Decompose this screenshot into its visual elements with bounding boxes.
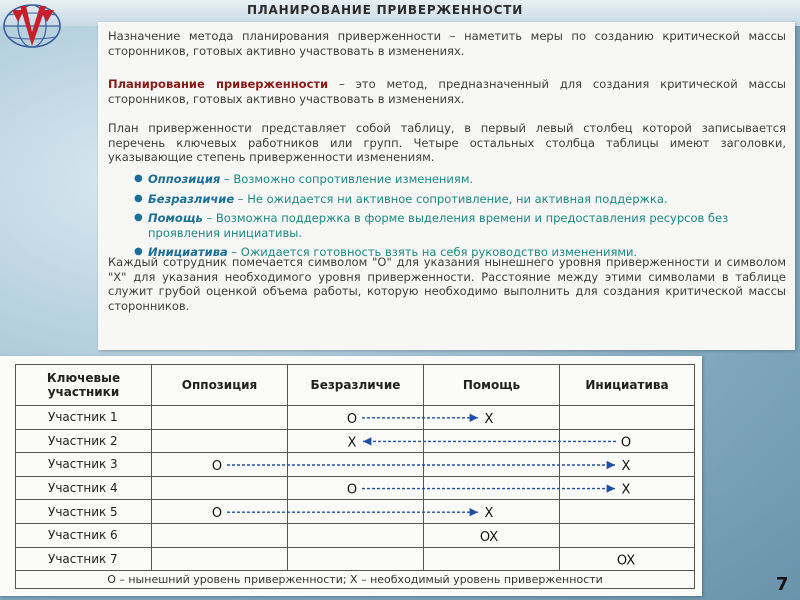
- current-mark: O: [620, 435, 632, 451]
- table-cell: [424, 453, 560, 477]
- definition-paragraph: [108, 77, 786, 106]
- participant-name: Участник 5: [16, 500, 152, 524]
- table-cell: [560, 500, 695, 524]
- table-cell: [560, 523, 695, 547]
- table-row: [16, 523, 695, 547]
- current-required-mark: OX: [616, 553, 636, 569]
- table-cell: [288, 476, 424, 500]
- table-cell: [152, 476, 288, 500]
- table-row: [16, 500, 695, 524]
- table-cell: [560, 547, 695, 571]
- header-key-participants: Ключевые участники: [16, 365, 152, 406]
- table-panel: [0, 356, 702, 596]
- table-row: [16, 406, 695, 430]
- header-indifference: Безразличие: [288, 365, 424, 406]
- header-initiative: Инициатива: [560, 365, 695, 406]
- page-number: 7: [776, 574, 789, 595]
- participant-name: Участник 1: [16, 406, 152, 430]
- required-mark: X: [621, 459, 631, 474]
- table-cell: [288, 429, 424, 453]
- table-cell: [288, 500, 424, 524]
- required-mark: X: [484, 506, 494, 522]
- participant-name: Участник 4: [16, 476, 152, 500]
- definition-text: – это метод, предназначенный для создания критической массы сторонников, готовых активно участвовать в изменениях.: [108, 77, 786, 106]
- purpose-paragraph: Назначение метода планирования приверженности – наметить меры по созданию критической массы сторонников, готовых активно участвовать в изменениях.: [108, 29, 786, 58]
- text-panel: [98, 22, 795, 350]
- table-cell: [424, 406, 560, 430]
- commitment-table: [15, 364, 695, 589]
- bullet-dot-icon: ●: [134, 192, 143, 204]
- table-cell: [152, 500, 288, 524]
- table-cell: [152, 453, 288, 477]
- table-cell: [560, 453, 695, 477]
- logo: [2, 2, 92, 52]
- bullet-dot-icon: ●: [134, 246, 143, 257]
- table-cell: [152, 406, 288, 430]
- current-mark: O: [211, 459, 223, 474]
- table-legend: O – нынешний уровень приверженности; X – необходимый уровень приверженности: [16, 571, 695, 589]
- participant-name: Участник 3: [16, 453, 152, 477]
- current-required-mark: OX: [479, 529, 499, 545]
- table-cell: [424, 429, 560, 453]
- required-mark: X: [347, 435, 357, 451]
- marking-paragraph: Каждый сотрудник помечается символом "O" для указания нынешнего уровня приверженности и символом "X" для указания необходимого уровня приверженности. Расстояние между этими символами в таблице служит грубой оценкой объема работы, которую необходимо выполнить для создания критической массы сторонников.: [108, 255, 786, 313]
- list-item: ● Помощь – Возможна поддержка в форме выделения времени и предоставления ресурсов без проявления инициативы.: [134, 211, 729, 240]
- header-opposition: Оппозиция: [152, 365, 288, 406]
- table-cell: [560, 406, 695, 430]
- list-item: ● Оппозиция – Возможно сопротивление изменениям.: [134, 172, 474, 186]
- table-cell: [424, 500, 560, 524]
- table-cell: [288, 453, 424, 477]
- table-cell: [288, 547, 424, 571]
- page-title: ПЛАНИРОВАНИЕ ПРИВЕРЖЕННОСТИ: [246, 3, 524, 17]
- table-row: [16, 476, 695, 500]
- current-mark: O: [346, 411, 358, 427]
- current-mark: O: [346, 482, 358, 498]
- table-cell: [152, 429, 288, 453]
- participant-name: Участник 2: [16, 429, 152, 453]
- table-row: [16, 547, 695, 571]
- table-cell: [424, 476, 560, 500]
- header-help: Помощь: [424, 365, 560, 406]
- table-cell: [288, 406, 424, 430]
- table-row: [16, 429, 695, 453]
- required-mark: X: [484, 411, 494, 427]
- table-row: [16, 453, 695, 477]
- participant-name: Участник 7: [16, 547, 152, 571]
- table-cell: [560, 476, 695, 500]
- table-cell: [152, 523, 288, 547]
- participant-name: Участник 6: [16, 523, 152, 547]
- current-mark: O: [211, 506, 223, 522]
- bullet-dot-icon: ●: [134, 212, 143, 223]
- table-cell: [424, 547, 560, 571]
- required-mark: X: [621, 482, 631, 498]
- table-cell: [152, 547, 288, 571]
- table-cell: [560, 429, 695, 453]
- commitment-levels-list: [134, 172, 774, 265]
- list-item: ● Безразличие – Не ожидается ни активное сопротивление, ни активная поддержка.: [134, 191, 668, 206]
- bullet-dot-icon: ●: [134, 173, 143, 184]
- table-cell: [288, 523, 424, 547]
- definition-term: Планирование приверженности: [108, 77, 329, 91]
- table-cell: [424, 523, 560, 547]
- plan-description-paragraph: План приверженности представляет собой таблицу, в первый левый столбец которой записывается перечень ключевых работников или групп. Четыре остальных столбца таблицы имеют заголовки, указывающие степень приверженности изменениям.: [108, 121, 786, 164]
- list-item: ● Инициатива – Ожидается готовность взять на себя руководство изменениями.: [134, 245, 638, 259]
